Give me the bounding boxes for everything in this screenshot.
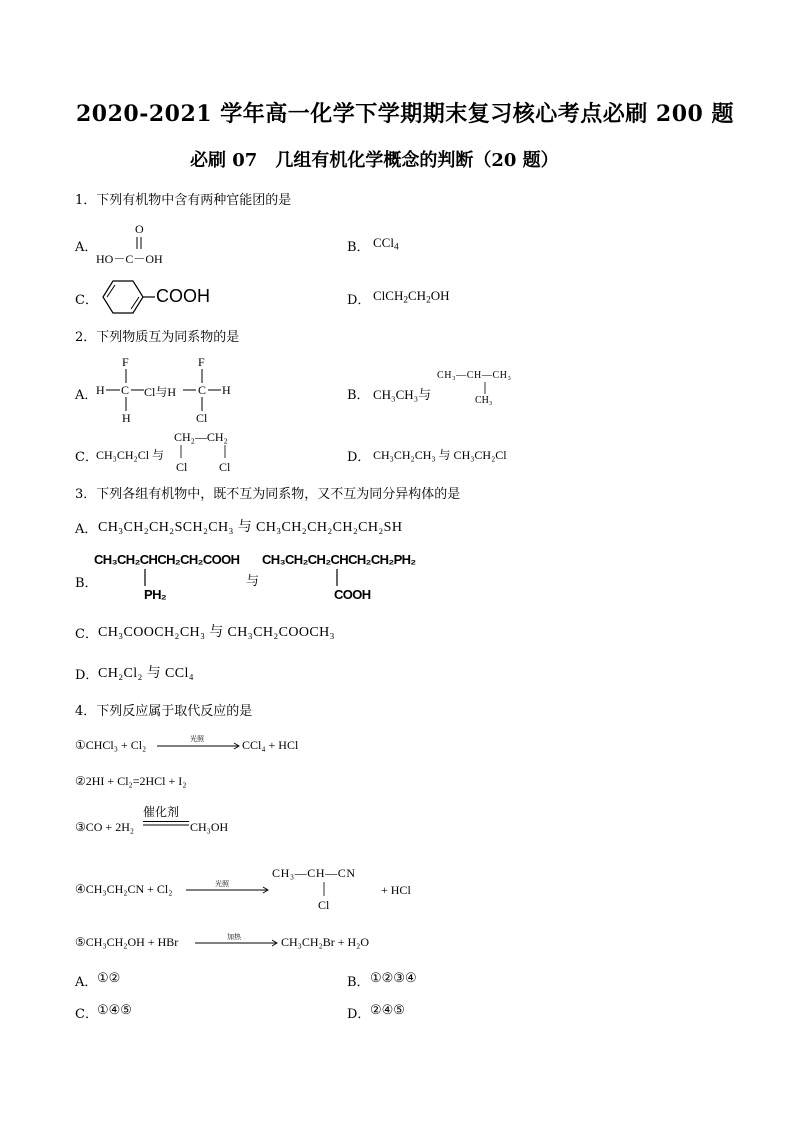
question-2-stem: 2．下列物质互为同系物的是 [75,330,240,345]
q2-option-d-label: D． [347,450,371,465]
chlorine-substituent: Cl [318,898,330,912]
page-title: 2020-2021 学年高一化学下学期期末复习核心考点必刷 200 题 [76,101,734,127]
q3-option-d-label: D． [75,668,99,683]
q2-option-c-text: CH₃CH₂Cl 与 [96,448,165,462]
q1-option-c-cooh: COOH [156,286,210,306]
reaction-4-byproduct: + HCl [381,883,411,897]
reaction-3-double-line [143,820,189,828]
q3-option-a-text: CH₃CH₂CH₂SCH₂CH₃ 与 CH₃CH₂CH₂CH₂CH₂SH [98,520,403,535]
q2-option-b-label: B． [347,388,370,403]
q4-option-c-value: ①④⑤ [97,1003,132,1018]
chloro-bond [272,866,392,916]
carbon-1: C [121,383,130,397]
q1-option-a-structure [96,222,196,266]
chlorine-and-hydrogen: Cl与H [144,385,177,399]
reaction-5-products: CH₃CH₂Br + H₂O [281,935,369,949]
q3-option-b-label: B． [75,576,98,591]
fluorine-2: F [198,355,205,369]
q2-option-a-label: A． [75,388,98,403]
q3-option-c-label: C． [75,627,98,642]
hydrogen-1: H [122,411,131,425]
q3-option-b-structure [94,552,434,604]
hydrogen-right: H [222,383,231,397]
q1-option-c-label: C． [75,293,98,308]
q2-option-c-structure [174,430,254,476]
carboxyl-row: HO－C－OH [96,252,163,266]
reaction-4-condition: 光照 [215,880,229,888]
carbon-2: C [198,383,207,397]
q2-option-b-structure [437,368,537,408]
carbonyl-oxygen: O [135,222,144,236]
reaction-1-arrow-icon [157,742,241,750]
chlorine-b: Cl [219,460,231,474]
right-molecule: CH₃CH₂CH₂CHCH₂CH₂PH₂ [262,552,416,567]
q4-option-a-value: ①② [97,971,121,986]
q3-option-c-text: CH₃COOCH₂CH₃ 与 CH₃CH₂COOCH₃ [98,625,335,640]
q4-option-d-label: D． [347,1007,371,1022]
question-1-stem: 1．下列有机物中含有两种官能团的是 [75,193,292,208]
reaction-4-reactants: ④CH₃CH₂CN + Cl₂ [75,882,173,896]
reaction-5-reactants: ⑤CH₃CH₂OH + HBr [75,935,179,949]
isobutane-row: CH₃—CH—CH₃ [437,370,512,381]
left-substituent: PH₂ [144,587,167,602]
bond-lines [96,355,246,425]
hydrogen-left: H [96,383,105,397]
chlorine-a: Cl [176,460,188,474]
reaction-5-arrow-icon [195,939,279,947]
q4-option-a-label: A． [75,975,98,990]
q4-option-b-value: ①②③④ [370,971,417,986]
q1-option-d-label: D． [347,293,371,308]
q2-option-d-text: CH₃CH₂CH₃ 与 CH₃CH₂Cl [373,448,507,462]
fluorine-1: F [122,355,129,369]
benzene-ring-icon [95,277,155,317]
q2-option-c-label: C． [75,450,98,465]
q2-option-b-text: CH₃CH₃与 [373,387,432,402]
q4-option-c-label: C． [75,1007,98,1022]
q2-option-a-structure [96,355,246,425]
reaction-4-product-structure [272,866,392,916]
isobutane-branch: CH₃ [475,395,493,406]
right-substituent: COOH [334,587,371,602]
reaction-2: ②2HI + Cl₂=2HCl + I₂ [75,774,187,788]
chlorine-2: Cl [196,411,208,425]
q3-option-a-label: A． [75,522,98,537]
reaction-3-product: CH₃OH [190,820,229,834]
reaction-1-reactants: ①CHCl₃ + Cl₂ [75,738,147,752]
q1-option-b-formula: CCl$_4$ [373,235,399,253]
q4-option-d-value: ②④⑤ [370,1003,405,1018]
reaction-1-products: CCl₄ + HCl [242,738,299,752]
chloropropionitrile-row: CH₃—CH—CN [272,866,356,880]
q3-option-d-text: CH₂Cl₂ 与 CCl₄ [98,666,195,681]
dichloroethane-row: CH₂—CH₂ [174,430,228,444]
q1-option-d-formula: $ClCH_2CH_2OH$ [373,288,450,306]
q1-option-a-label: A． [75,240,98,255]
reaction-4-arrow-icon [186,886,270,894]
section-subtitle: 必刷 07 几组有机化学概念的判断（20 题） [190,150,559,171]
reaction-3-reactants: ③CO + 2H₂ [75,820,135,834]
left-molecule: CH₃CH₂CHCH₂CH₂COOH [94,552,240,567]
q1-option-b-label: B． [347,240,370,255]
reaction-5-condition: 加热 [227,933,241,941]
question-3-stem: 3．下列各组有机物中，既不互为同系物，又不互为同分异构体的是 [75,487,461,502]
question-4-stem: 4．下列反应属于取代反应的是 [75,704,253,719]
reaction-1-condition: 光照 [190,735,204,743]
reaction-3-condition: 催化剂 [143,805,180,819]
and-connector: 与 [246,574,260,589]
q4-option-b-label: B． [347,975,370,990]
